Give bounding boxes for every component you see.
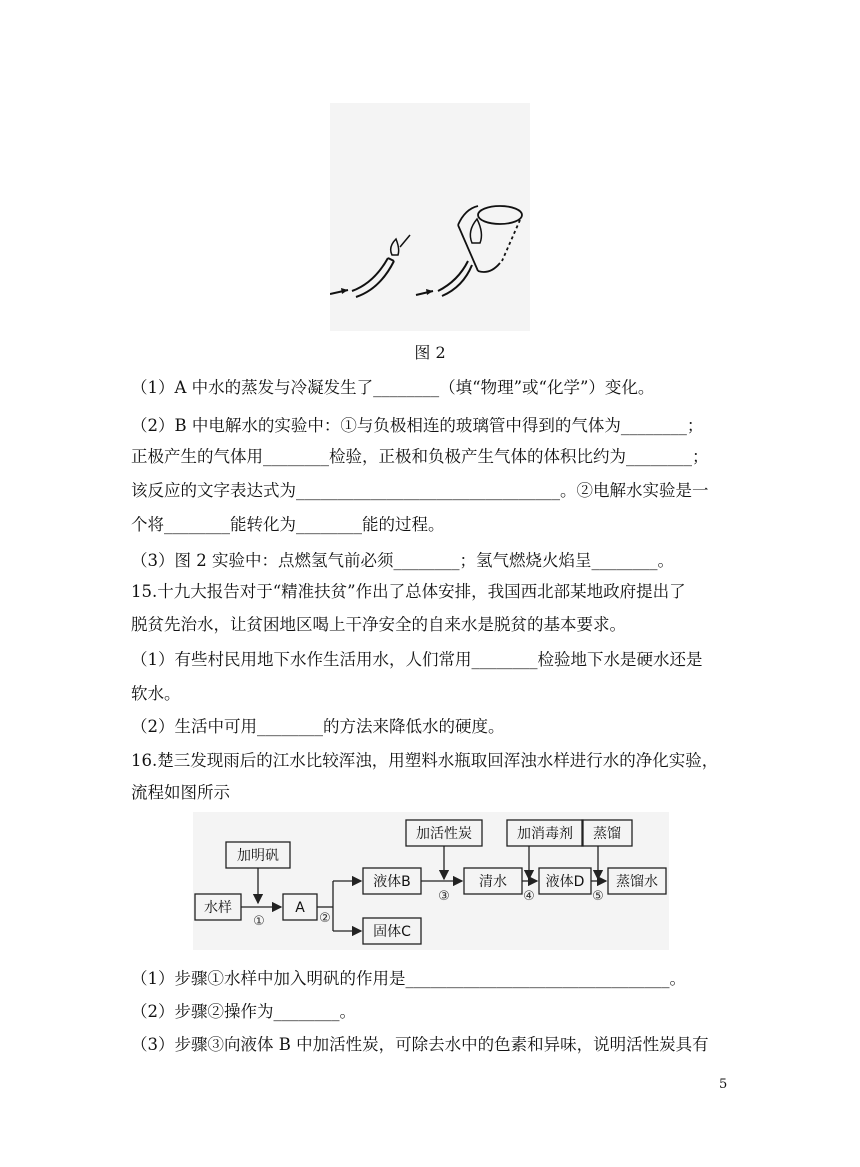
label-distill: 蒸馏 (593, 826, 621, 842)
question-14-2c: 该反应的文字表达式为________________________________。②电解水实验是一 (131, 481, 709, 500)
question-14-2d: 个将________能转化为________能的过程。 (131, 515, 445, 534)
label-solid-c: 固体C (373, 924, 411, 940)
question-14-2a: （2）B 中电解水的实验中：①与负极相连的玻璃管中得到的气体为________； (131, 416, 704, 435)
question-14-2b: 正极产生的气体用________检验，正极和负极产生气体的体积比约为________； (131, 447, 709, 466)
step-4-marker: ④ (523, 889, 535, 904)
question-15-2: （2）生活中可用________的方法来降低水的硬度。 (131, 717, 505, 736)
label-add-alum: 加明矾 (237, 848, 279, 864)
step-1-marker: ① (253, 914, 265, 929)
figure-2-caption: 图 2 (414, 343, 446, 362)
question-15-stem-a: 15.十九大报告对于“精准扶贫”作出了总体安排，我国西北部某地政府提出了 (131, 582, 686, 601)
step-5-marker: ⑤ (592, 889, 604, 904)
question-16-stem-b: 流程如图所示 (131, 783, 230, 802)
question-16-3: （3）步骤③向液体 B 中加活性炭，可除去水中的色素和异味，说明活性炭具有 (131, 1035, 709, 1054)
question-16-1: （1）步骤①水样中加入明矾的作用是________________________________。 (131, 969, 686, 988)
question-16-2: （2）步骤②操作为________。 (131, 1002, 356, 1021)
question-15-1a: （1）有些村民用地下水作生活用水，人们常用________检验地下水是硬水还是 (131, 650, 703, 669)
label-liquid-b: 液体B (373, 874, 411, 890)
page-number: 5 (719, 1077, 728, 1092)
label-water-sample: 水样 (204, 900, 232, 916)
purification-flowchart (193, 812, 669, 950)
label-liquid-d: 液体D (545, 874, 585, 890)
label-a: A (295, 900, 305, 916)
step-3-marker: ③ (438, 889, 450, 904)
question-16-stem-a: 16.楚三发现雨后的江水比较浑浊，用塑料水瓶取回浑浊水样进行水的净化实验， (131, 751, 719, 770)
label-clear-water: 清水 (479, 874, 507, 890)
question-15-stem-b: 脱贫先治水，让贫困地区喝上干净安全的自来水是脱贫的基本要求。 (131, 615, 626, 634)
label-add-carbon: 加活性炭 (416, 826, 472, 842)
label-add-disinfectant: 加消毒剂 (517, 826, 573, 842)
question-15-1b: 软水。 (131, 684, 181, 703)
burning-tube-icon (330, 235, 410, 297)
question-14-3: （3）图 2 实验中：点燃氢气前必须________；氢气燃烧火焰呈________。 (131, 551, 674, 570)
step-2-marker: ② (319, 911, 331, 926)
beaker-over-flame-icon (416, 206, 522, 296)
label-distilled-water: 蒸馏水 (616, 874, 658, 890)
figure-2-illustration (330, 103, 530, 331)
question-14-1: （1）A 中水的蒸发与冷凝发生了________（填“物理”或“化学”）变化。 (131, 378, 655, 397)
